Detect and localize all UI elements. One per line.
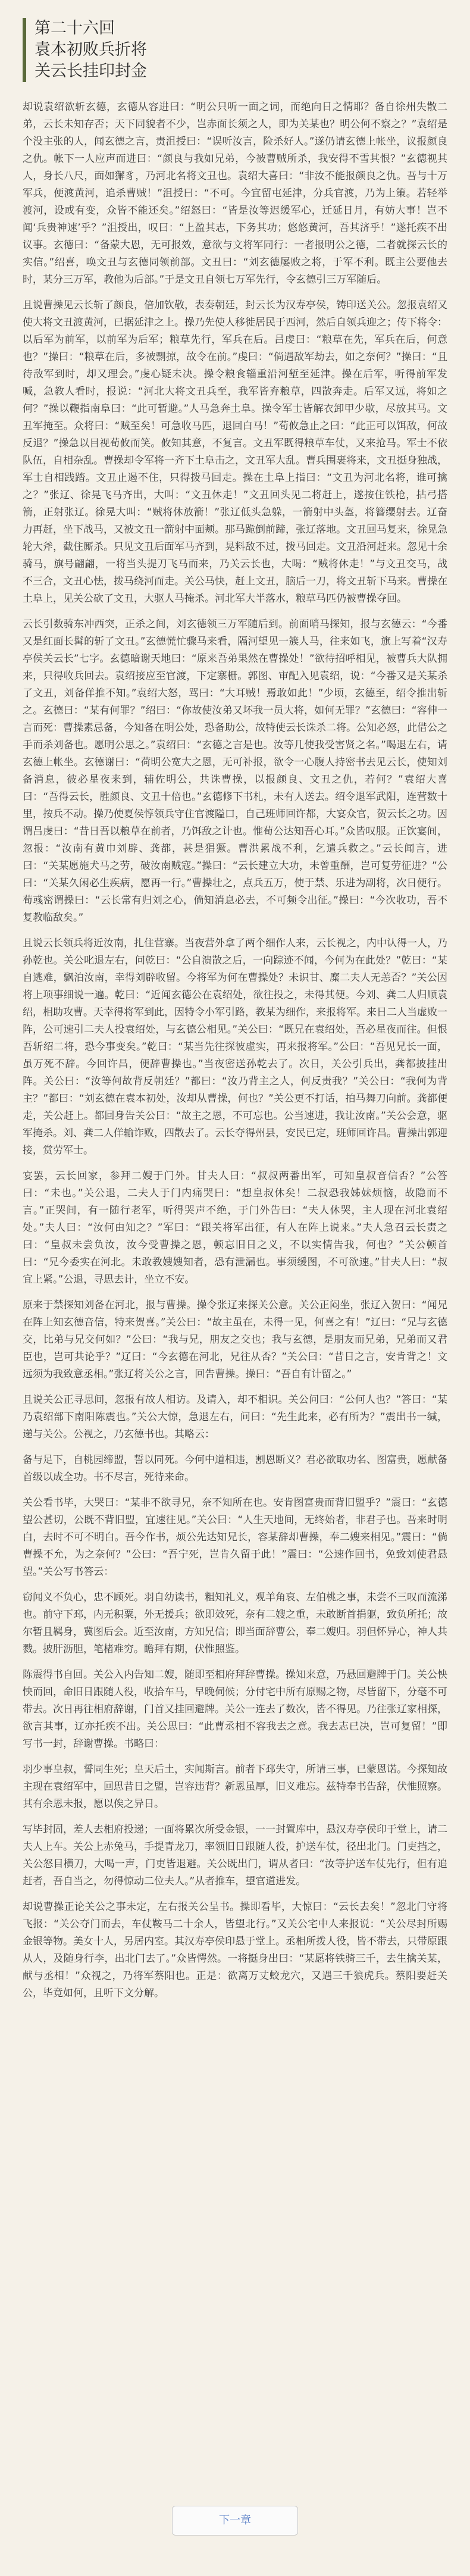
- paragraph-7: 且说关公正寻思间，忽报有故人相访。及请入，却不相识。关公问曰：“公何人也？”答曰：“某乃袁绍部下南阳陈震也。”关公大惊，急退左右，问曰：“先生此来，必有所为？”震出书一缄，递与关公。公视之，乃玄德书也。其略云：: [23, 1394, 447, 1440]
- paragraph-3: 云长引数骑东冲西突，正杀之间，刘玄德领三万军随后到。前面哨马探知，报与玄德云：“今番又是红面长髯的斩了文丑。”玄德慌忙骤马来看，隔河望见一簇人马，往来如飞，旗上写着“汉寿亭侯关云长”七字。玄德暗谢天地曰：“原来吾弟果然在曹操处！”欲待招呼相见，被曹兵大队拥来，只得收兵回去。袁绍接应至官渡，下定寨栅。郭图、审配入见袁绍，说：“今番又是关某杀了文丑，刘备佯推不知。”袁绍大怒，骂曰：“大耳贼！焉敢如此！”少顷，玄德至，绍令推出斩之。玄德曰：“某有何罪？”绍曰：“你故使汝弟又坏我一员大将，如何无罪？”玄德曰：“容伸一言而死：曹操素忌备，今知备在明公处，恐备助公，故特使云长诛杀二将。公知必怒，此借公之手而杀刘备也。愿明公思之。”袁绍曰：“玄德之言是也。汝等几使我受害贤之名。”喝退左右，请玄德上帐坐。玄德谢曰：“荷明公宽大之恩，无可补报，欲令一心腹人持密书去见云长，使知刘备消息，彼必星夜来到，辅佐明公，共诛曹操，以报颜良、文丑之仇，若何？”袁绍大喜曰：“吾得云长，胜颜良、文丑十倍也。”玄德修下书札，未有人送去。绍令退军武阳，连营数十里，按兵不动。操乃使夏侯惇领兵守住官渡隘口，自己班师回许都，大宴众官，贺云长之功。因谓吕虔曰：“昔日吾以粮草在前者，乃饵敌之计也。惟荀公达知吾心耳。”众皆叹服。正饮宴间，忽报：“汝南有黄巾刘辟、龚都，甚是猖獗。曹洪累战不利，乞遣兵救之。”云长闻言，进曰：“关某愿施犬马之劳，破汝南贼寇。”操曰：“云长建立大功，未曾重酬，岂可复劳征进？”公曰：“关某久闲必生疾病，愿再一行。”曹操壮之，点兵五万，使于禁、乐进为副将，次日便行。荀彧密谓操曰：“云长常有归刘之心，倘知消息必去，不可频令出征。”操曰：“今次收功，吾不复教临敌矣。”: [23, 618, 447, 924]
- paragraph-12: 羽少事皇叔，誓同生死；皇天后土，实闻斯言。前者下邳失守，所请三事，已蒙恩诺。今探知故主现在袁绍军中，回思昔日之盟，岂容违背？新恩虽厚，旧义难忘。兹特奉书告辞，伏惟照察。其有余恩未报，愿以俟之异日。: [23, 1764, 447, 1810]
- paragraph-9: 关公看书毕，大哭曰：“某非不欲寻兄，奈不知所在也。安肯图富贵而背旧盟乎？”震曰：“玄德望公甚切，公既不背旧盟，宜速往见。”关公曰：“人生天地间，无终始者，非君子也。吾来时明白，去时不可不明白。吾今作书，烦公先达知兄长，容某辞却曹操，奉二嫂来相见。”震曰：“倘曹操不允，为之奈何？”公曰：“吾宁死，岂肯久留于此！”震曰：“公速作回书，免致刘使君悬望。”关公写书答云：: [23, 1497, 447, 1578]
- paragraph-5: 宴罢，云长回家，参拜二嫂于门外。甘夫人曰：“叔叔两番出军，可知皇叔音信否？”公答曰：“未也。”关公退，二夫人于门内痛哭曰：“想皇叔休矣！二叔恐我姊妹烦恼，故隐而不言。”正哭间，有一随行老军，听得哭声不绝，于门外告曰：“夫人休哭，主人现在河北袁绍处。”夫人曰：“汝何由知之？”军曰：“跟关将军出征，有人在阵上说来。”夫人急召云长责之曰：“皇叔未尝负汝，汝今受曹操之恩，顿忘旧日之义，不以实情告我，何也？”关公顿首曰：“兄今委实在河北。未敢教嫂嫂知者，恐有泄漏也。事须缓图，不可欲速。”甘夫人曰：“叔宜上紧。”公退，寻思去计，坐立不安。: [23, 1170, 447, 1286]
- paragraph-11: 陈震得书自回。关公入内告知二嫂，随即至相府拜辞曹操。操知来意，乃悬回避牌于门。关公怏怏而回，命旧日跟随人役，收拾车马，早晚伺候；分付宅中所有原赐之物，尽皆留下，分毫不可带去。次日再往相府辞谢，门首又挂回避牌。关公一连去了数次，皆不得见。乃往张辽家相探，欲言其事，辽亦托疾不出。关公思曰：“此曹丞相不容我去之意。我去志已决，岂可复留！”即写书一封，辞谢曹操。书略曰：: [23, 1669, 447, 1750]
- chapter-title-block: [23, 18, 447, 82]
- paragraph-4: 且说云长领兵将近汝南，扎住营寨。当夜营外拿了两个细作人来，云长视之，内中认得一人，乃孙乾也。关公叱退左右，问乾曰：“公自溃散之后，一向踪迹不闻，今何为在此处？”乾曰：“某自逃难，飘泊汝南，幸得刘辟收留。今将军为何在曹操处？未识甘、糜二夫人无恙否？”关公因将上项事细说一遍。乾曰：“近闻玄德公在袁绍处，欲往投之，未得其便。今刘、龚二人归顺袁绍，相助攻曹。天幸得将军到此，因特令小军引路，教某为细作，来报将军。来日二人当虚败一阵，公可速引二夫人投袁绍处，与玄德公相见。”关公曰：“既兄在袁绍处，吾必星夜而往。但恨吾斩绍二将，恐今事变矣。”乾曰：“某当先往探彼虚实，再来报将军。”公曰：“吾见兄长一面，虽万死不辞。今回许昌，便辞曹操也。”当夜密送孙乾去了。次日，关公引兵出，龚都披挂出阵。关公曰：“汝等何故背反朝廷？”都曰：“汝乃背主之人，何反责我？”关公曰：“我何为背主？”都曰：“刘玄德在袁本初处，汝却从曹操，何也？”关公更不打话，拍马舞刀向前。龚都便走，关公赶上。都回身告关公曰：“故主之恩，不可忘也。公当速进，我让汝南。”关公会意，驱军掩杀。刘、龚二人佯输诈败，四散去了。云长夺得州县，安民已定，班师回许昌。曹操出郭迎接，赏劳军士。: [23, 937, 447, 1156]
- navigation-bar: [0, 2506, 470, 2536]
- paragraph-6: 原来于禁探知刘备在河北，报与曹操。操令张辽来探关公意。关公正闷坐，张辽入贺曰：“闻兄在阵上知玄德音信，特来贺喜。”关公曰：“故主虽在，未得一见，何喜之有！”辽曰：“兄与玄德交，比弟与兄交何如？”公曰：“我与兄，朋友之交也；我与玄德，是朋友而兄弟，兄弟而又君臣也，岂可共论乎？”辽曰：“今玄德在河北，兄往从否？”关公曰：“昔日之言，安肯背之！文远须为我致意丞相。”张辽将关公之言，回告曹操。操曰：“吾自有计留之。”: [23, 1299, 447, 1380]
- chapter-title-line-2: 关云长挂印封金: [35, 62, 147, 80]
- paragraph-2: 且说曹操见云长斩了颜良，倍加钦敬，表奏朝廷，封云长为汉寿亭侯，铸印送关公。忽报袁绍又使大将文丑渡黄河，已据延津之上。操乃先使人移徙居民于西河，然后自领兵迎之；传下将令：以后军为前军，以前军为后军；粮草先行，军兵在后。吕虔曰：“粮草在先，军兵在后，何意也？”操曰：“粮草在后，多被剽掠，故令在前。”虔曰：“倘遇敌军劫去，如之奈何？”操曰：“且待敌军到时，却又理会。”虔心疑未决。操令粮食辎重沿河堑至延津。操在后军，听得前军发喊，急教人看时，报说：“河北大将文丑兵至，我军皆弃粮草，四散奔走。后军又远，将如之何？”操以鞭指南阜曰：“此可暂避。”人马急奔土阜。操令军士皆解衣卸甲少歇，尽放其马。文丑军掩至。众将曰：“贼至矣！可急收马匹，退回白马！”荀攸急止之曰：“此正可以饵敌，何故反退？”操急以目视荀攸而笑。攸知其意，不复言。文丑军既得粮草车仗，又来抢马。军士不依队伍，自相杂乱。曹操却令军将一齐下土阜击之，文丑军大乱。曹兵围裹将来，文丑挺身独战，军士自相践踏。文丑止遏不住，只得拨马回走。操在土阜上指曰：“文丑为河北名将，谁可擒之？”张辽、徐晃飞马齐出，大叫：“文丑休走！”文丑回头见二将赶上，遂按住铁枪，拈弓搭箭，正射张辽。徐晃大叫：“贼将休放箭！”张辽低头急躲，一箭射中头盔，将簪缨射去。辽奋力再赶，坐下战马，又被文丑一箭射中面颊。那马跪倒前蹄，张辽落地。文丑回马复来，徐晃急轮大斧，截住厮杀。只见文丑后面军马齐到，晃料敌不过，拨马回走。文丑沿河赶来。忽见十余骑马，旗号翩翩，一将当头提刀飞马而来，乃关云长也，大喝：“贼将休走！”与文丑交马，战不三合，文丑心怯，拨马绕河而走。关公马快，赶上文丑，脑后一刀，将文丑斩下马来。曹操在土阜上，见关公砍了文丑，大驱人马掩杀。河北军大半落水，粮草马匹仍被曹操夺回。: [23, 299, 447, 605]
- paragraph-10: 窃闻义不负心，忠不顾死。羽自幼读书，粗知礼义，观羊角哀、左伯桃之事，未尝不三叹而流涕也。前守下邳，内无积粟，外无援兵；欲即效死，奈有二嫂之重，未敢断首捐躯，致负所托；故尔暂且羁身，冀图后会。近至汝南，方知兄信；即当面辞曹公，奉二嫂归。羽但怀异心，神人共戮。披肝沥胆，笔楮难穷。瞻拜有期，伏惟照鉴。: [23, 1592, 447, 1655]
- paragraph-14: 却说曹操正论关公之事未定，左右报关公呈书。操即看毕，大惊曰：“云长去矣！”忽北门守将飞报：“关公夺门而去，车仗鞍马二十余人，皆望北行。”又关公宅中人来报说：“关公尽封所赐金银等物。美女十人，另居内室。其汉寿亭侯印悬于堂上。丞相所拨人役，皆不带去，只带原跟从人，及随身行李，出北门去了。”众皆愕然。一将挺身出曰：“某愿将铁骑三千，去生擒关某，献与丞相！”众视之，乃将军蔡阳也。正是：欲离万丈蛟龙穴，又遇三千狼虎兵。蔡阳要赶关公，毕竟如何，且听下文分解。: [23, 1901, 447, 1999]
- chapter-content: [23, 99, 447, 2002]
- paragraph-13: 写毕封固，差人去相府投递；一面将累次所受金银，一一封置库中，悬汉寿亭侯印于堂上，请二夫人上车。关公上赤兔马，手提青龙刀，率领旧日跟随人役，护送车仗，径出北门。门吏挡之，关公怒目横刀，大喝一声，门吏皆退避。关公既出门，谓从者曰：“汝等护送车仗先行，但有追赶者，吾自当之，勿得惊动二位夫人。”从者推车，望官道进发。: [23, 1824, 447, 1887]
- next-chapter-button[interactable]: 下一章: [172, 2506, 298, 2536]
- paragraph-8: 备与足下，自桃园缔盟，誓以同死。今何中道相违，割恩断义？君必欲取功名、图富贵，愿献备首级以成全功。书不尽言，死待来命。: [23, 1454, 447, 1483]
- chapter-number: 第二十六回: [35, 19, 115, 37]
- paragraph-1: 却说袁绍欲斩玄德，玄德从容进曰：“明公只听一面之词，而绝向日之情耶？备自徐州失散二弟，云长未知存否；天下同貌者不少，岂赤面长须之人，即为关某也？明公何不察之？”袁绍是个没主张的人，闻玄德之言，责沮授曰：“误听汝言，险杀好人。”遂仍请玄德上帐坐，议报颜良之仇。帐下一人应声而进曰：“颜良与我如兄弟，今被曹贼所杀，我安得不雪其恨？”玄德视其人，身长八尺，面如獬豸，乃河北名将文丑也。袁绍大喜曰：“非汝不能报颜良之仇。吾与十万军兵，便渡黄河，追杀曹贼！”沮授曰：“不可。今宜留屯延津，分兵官渡，乃为上策。若轻举渡河，设或有变，众皆不能还矣。”绍怒曰：“皆是汝等迟缓军心，迁延日月，有妨大事！岂不闻‘兵贵神速’乎？”沮授出，叹曰：“上盈其志，下务其功；悠悠黄河，吾其济乎！”遂托疾不出议事。玄德曰：“备蒙大恩，无可报效，意欲与文将军同行：一者报明公之德，二者就探云长的实信。”绍喜，唤文丑与玄德同领前部。文丑曰：“刘玄德屡败之将，于军不利。既主公要他去时，某分三万军，教他为后部。”于是文丑自领七万军先行，令玄德引三万军随后。: [23, 101, 447, 286]
- chapter-title-line-1: 袁本初败兵折将: [35, 40, 147, 59]
